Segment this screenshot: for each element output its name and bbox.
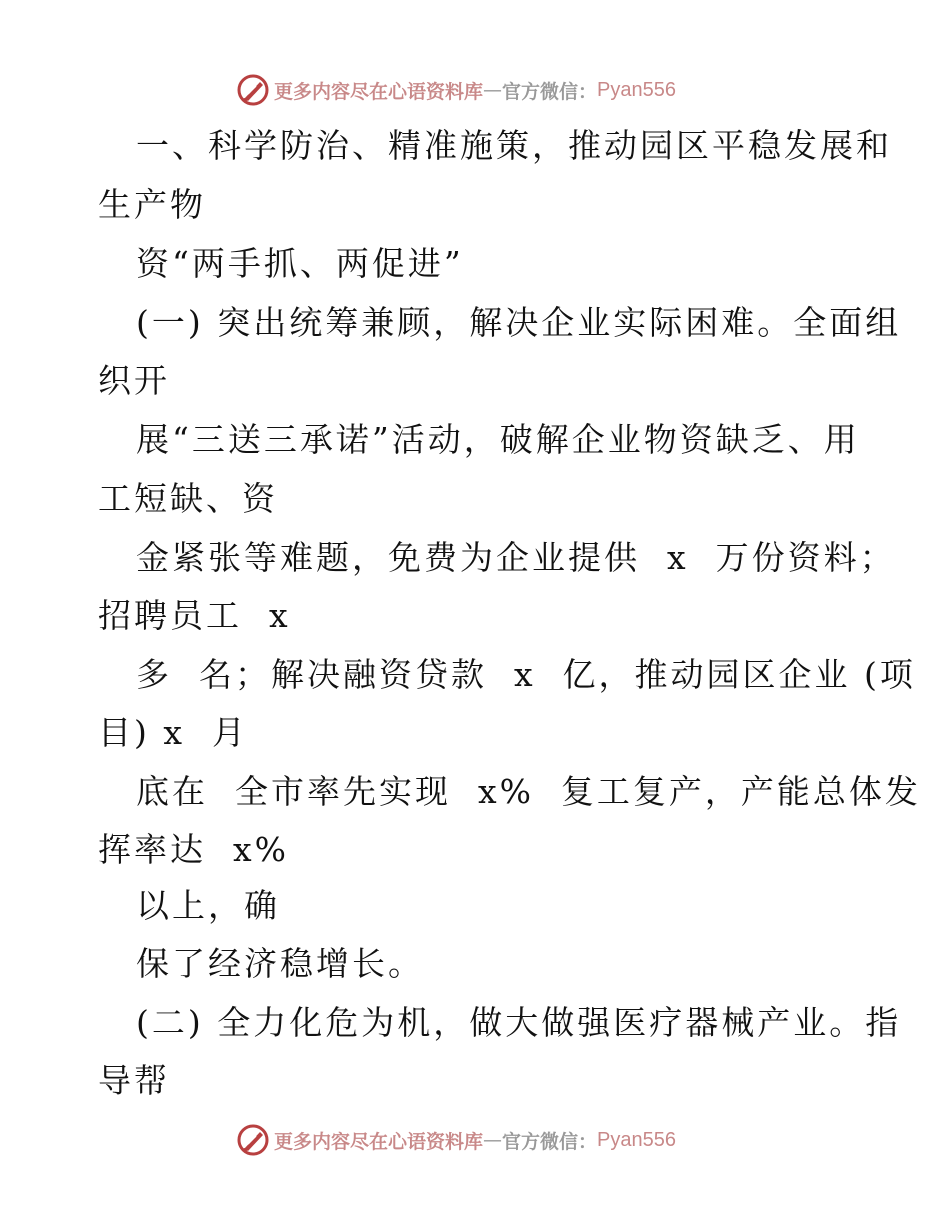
- text-line: 资“两手抓、两促进”: [136, 244, 464, 283]
- banner-separator: —: [483, 1129, 503, 1151]
- text-line: 织开: [98, 361, 170, 400]
- wechat-label: 官方微信：: [502, 80, 598, 103]
- text-line: 招聘员工 x: [98, 596, 291, 635]
- text-line: 工短缺、资: [98, 479, 278, 518]
- banner-text: 更多内容尽在心语资料库: [274, 80, 484, 103]
- text-line: 多 名；解决融资贷款 x 亿，推动园区企业 (项: [136, 655, 916, 694]
- text-line: (一) 突出统筹兼顾，解决企业实际困难。全面组: [136, 303, 902, 342]
- banner-text: 更多内容尽在心语资料库: [274, 1130, 484, 1153]
- feather-pen-logo-icon: [236, 73, 270, 107]
- banner-separator: —: [483, 79, 503, 101]
- text-line: 以上，确: [136, 886, 280, 925]
- text-line: 金紧张等难题，免费为企业提供 x 万份资料；: [136, 538, 896, 577]
- wechat-label: 官方微信：: [502, 1130, 598, 1153]
- feather-pen-logo-icon: [236, 1123, 270, 1157]
- text-line: 保了经济稳增长。: [136, 944, 424, 983]
- wechat-id: Pyan556: [597, 1128, 676, 1151]
- text-line: 目) x 月: [98, 713, 248, 752]
- text-line: 导帮: [98, 1061, 170, 1100]
- footer-watermark-banner: [236, 1122, 676, 1158]
- text-line: 展“三送三承诺”活动，破解企业物资缺乏、用: [136, 420, 860, 459]
- text-line: 生产物: [98, 185, 206, 224]
- text-line: 底在 全市率先实现 x% 复工复产，产能总体发: [136, 772, 921, 811]
- text-line: 挥率达 x%: [98, 830, 289, 869]
- header-watermark-banner: [236, 72, 676, 108]
- wechat-id: Pyan556: [597, 78, 676, 101]
- text-line: 一、科学防治、精准施策，推动园区平稳发展和: [136, 126, 892, 165]
- text-line: (二) 全力化危为机，做大做强医疗器械产业。指: [136, 1003, 902, 1042]
